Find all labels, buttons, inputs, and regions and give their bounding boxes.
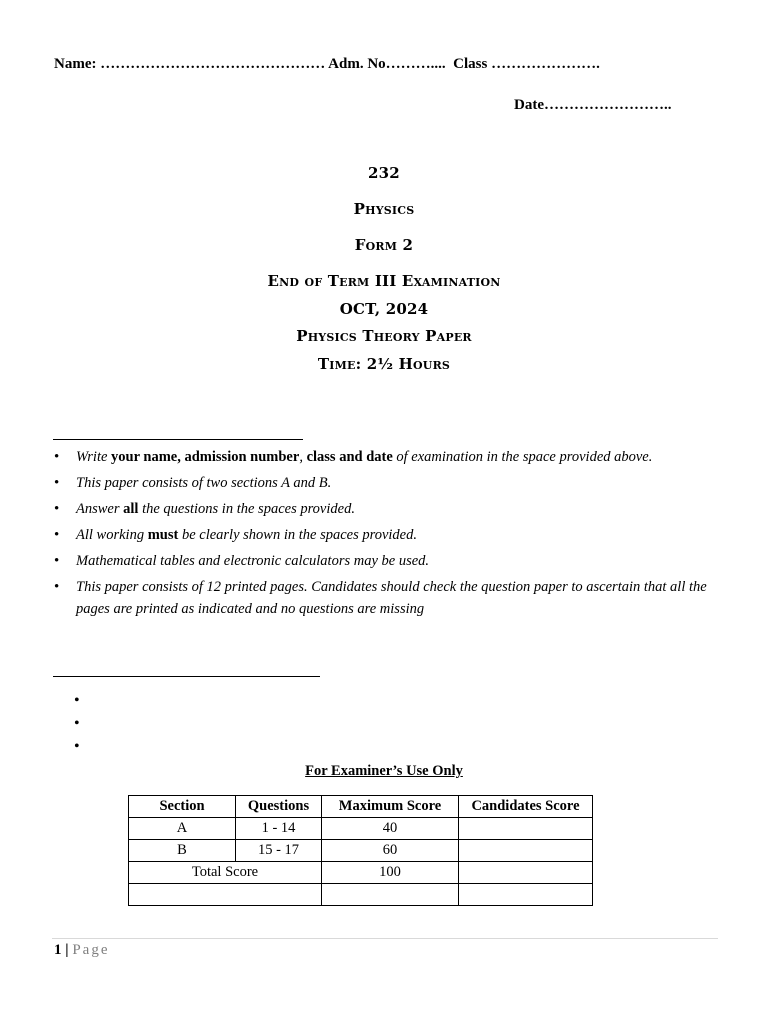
page-footer bbox=[54, 942, 109, 959]
cell-total-candidate[interactable] bbox=[459, 862, 593, 884]
col-header-section: Section bbox=[129, 796, 236, 818]
table-row bbox=[129, 840, 593, 862]
cell-total-max: 100 bbox=[322, 862, 459, 884]
cell-total-label: Total Score bbox=[129, 862, 322, 884]
empty-bullet: • bbox=[74, 738, 80, 755]
col-header-max-score: Maximum Score bbox=[322, 796, 459, 818]
cell-empty[interactable] bbox=[129, 884, 322, 906]
col-header-questions: Questions bbox=[236, 796, 322, 818]
score-table bbox=[128, 795, 593, 906]
cell-empty[interactable] bbox=[459, 884, 593, 906]
footer-divider bbox=[52, 938, 718, 939]
instruction-item: • All working must be clearly shown in the spaces provided. bbox=[52, 524, 732, 546]
table-empty-row bbox=[129, 884, 593, 906]
col-header-candidate-score: Candidates Score bbox=[459, 796, 593, 818]
date-line: Date…………………….. bbox=[514, 97, 672, 113]
cell-questions: 1 - 14 bbox=[236, 818, 322, 840]
page-number: 1 bbox=[54, 942, 62, 958]
exam-date: OCT, 2024 bbox=[339, 300, 429, 318]
page-label: Page bbox=[72, 942, 110, 958]
instruction-item: • This paper consists of two sections A and B. bbox=[52, 472, 732, 494]
empty-bullet: • bbox=[74, 715, 80, 732]
exam-title: End of Term III Examination bbox=[267, 272, 501, 290]
form-title: Form 2 bbox=[354, 236, 414, 254]
instruction-item: • This paper consists of 12 printed pages. Candidates should check the question paper to ascertain that all the pages are printed as indicated and no questions are missing bbox=[52, 576, 732, 620]
paper-title: Physics Theory Paper bbox=[296, 327, 472, 345]
footer-separator: | bbox=[65, 942, 69, 958]
divider bbox=[53, 676, 320, 677]
table-total-row bbox=[129, 862, 593, 884]
instruction-item: • Mathematical tables and electronic calculators may be used. bbox=[52, 550, 732, 572]
cell-max-score: 60 bbox=[322, 840, 459, 862]
table-header-row bbox=[129, 796, 593, 818]
subject-title: Physics bbox=[353, 200, 415, 218]
examiner-use-title: For Examiner’s Use Only bbox=[305, 763, 463, 779]
cell-candidate-score[interactable] bbox=[459, 840, 593, 862]
name-adm-class-line: Name: ……………………………………… Adm. No……….... Class …………………. bbox=[54, 56, 600, 72]
cell-candidate-score[interactable] bbox=[459, 818, 593, 840]
table-row bbox=[129, 818, 593, 840]
instructions-list bbox=[52, 446, 732, 624]
cell-max-score: 40 bbox=[322, 818, 459, 840]
paper-code: 232 bbox=[368, 164, 400, 182]
exam-time: Time: 2½ Hours bbox=[317, 355, 451, 373]
cell-section: A bbox=[129, 818, 236, 840]
divider bbox=[53, 439, 303, 440]
cell-empty[interactable] bbox=[322, 884, 459, 906]
instruction-item: • Write your name, admission number, class and date of examination in the space provided above. bbox=[52, 446, 732, 468]
empty-bullet: • bbox=[74, 692, 80, 709]
cell-section: B bbox=[129, 840, 236, 862]
instruction-item: • Answer all the questions in the spaces provided. bbox=[52, 498, 732, 520]
cell-questions: 15 - 17 bbox=[236, 840, 322, 862]
